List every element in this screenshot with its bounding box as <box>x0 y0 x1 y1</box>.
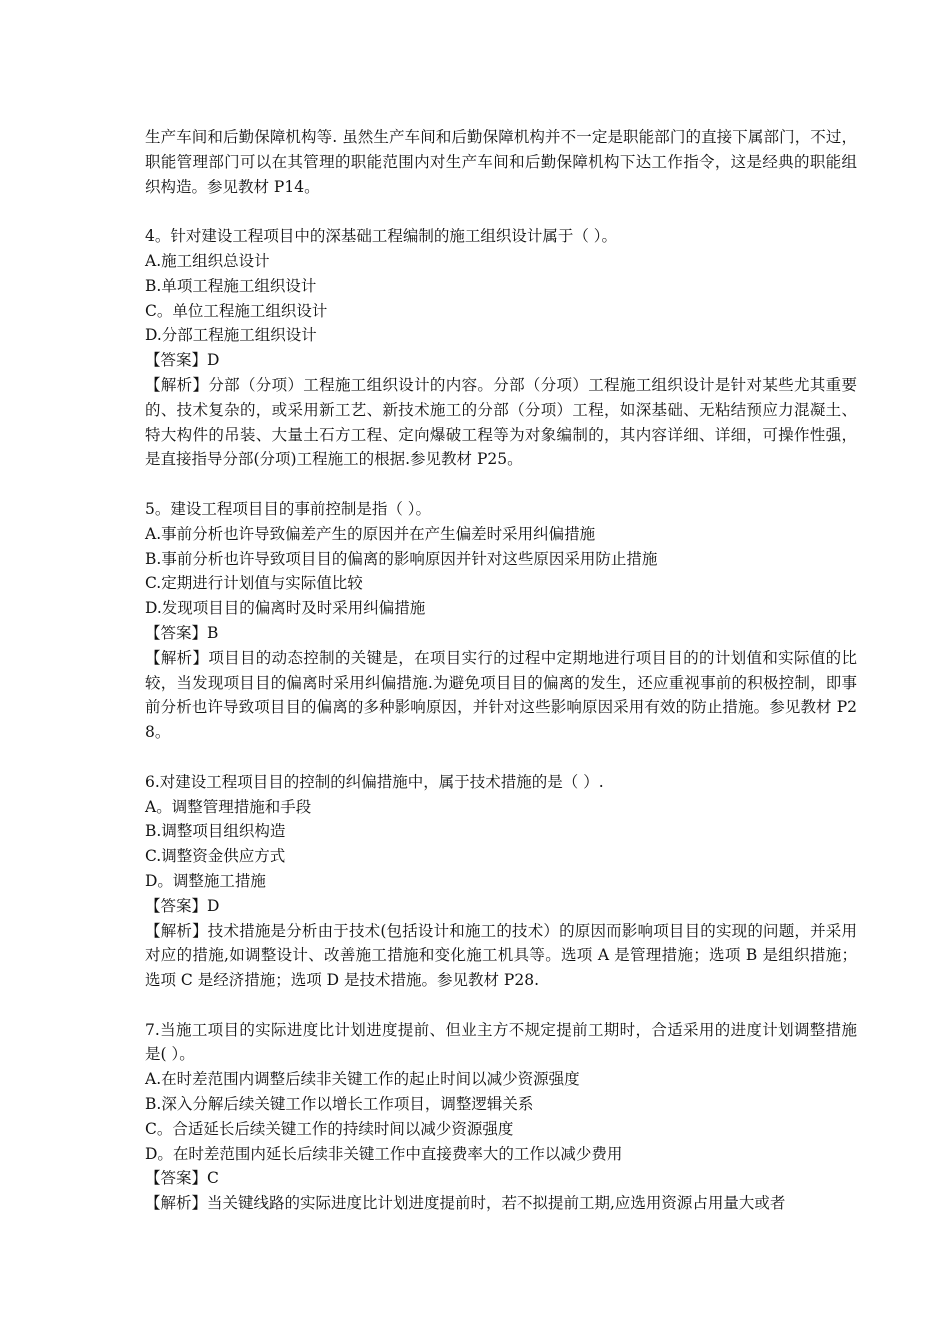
option-b: B.调整项目组织构造 <box>145 822 286 841</box>
answer-line: 【答案】D <box>145 351 220 370</box>
option-a: A.施工组织总设计 <box>145 251 270 270</box>
question-stem: 7.当施工项目的实际进度比计划进度提前、但业主方不规定提前工期时，合适采用的进度计划调整措施是( ）。 <box>145 1020 857 1064</box>
analysis-paragraph: 【解析】分部（分项）工程施工组织设计的内容。分部（分项）工程施工组织设计是针对某些尤其重要的、技术复杂的，或采用新工艺、新技术施工的分部（分项）工程，如深基础、无粘结预应力混凝土、特大构件的吊装、大量土石方工程、定向爆破工程等为对象编制的，其内容详细、详细，可操作性强，是直接指导分部(分项)工程施工的根据.参见教材 P25。 <box>145 375 857 469</box>
option-d: D。在时差范围内延长后续非关键工作中直接费率大的工作以减少费用 <box>145 1144 623 1163</box>
option-d: D。调整施工措施 <box>145 871 266 890</box>
analysis-paragraph: 【解析】当关键线路的实际进度比计划进度提前时，若不拟提前工期,应选用资源占用量大或者 <box>145 1194 786 1213</box>
answer-line: 【答案】B <box>145 623 219 642</box>
question-stem: 6.对建设工程项目目的控制的纠偏措施中，属于技术措施的是（ ）. <box>145 772 604 791</box>
option-c: C.调整资金供应方式 <box>145 847 286 866</box>
question-stem: 4。针对建设工程项目中的深基础工程编制的施工组织设计属于（ ）。 <box>145 227 618 246</box>
option-c: C.定期进行计划值与实际值比较 <box>145 574 363 593</box>
question-block <box>145 1018 857 1216</box>
option-b: B.深入分解后续关键工作以增长工作项目，调整逻辑关系 <box>145 1095 534 1114</box>
analysis-paragraph: 【解析】技术措施是分析由于技术(包括设计和施工的技术）的原因而影响项目目的实现的问题，并采用对应的措施,如调整设计、改善施工措施和变化施工机具等。选项 A 是管理措施；选项 B 是组织措施；选项 C 是经济措施；选项 D 是技术措施。参见教材 P28. <box>145 921 857 990</box>
question-block <box>145 224 857 472</box>
paragraph-gap <box>145 993 857 1018</box>
option-a: A.事前分析也许导致偏差产生的原因并在产生偏差时采用纠偏措施 <box>145 524 596 543</box>
question-block <box>145 497 857 745</box>
question-stem: 5。建设工程项目目的事前控制是指（ ）。 <box>145 499 432 518</box>
option-b: B.单项工程施工组织设计 <box>145 276 317 295</box>
intro-paragraph: 生产车间和后勤保障机构等. 虽然生产车间和后勤保障机构并不一定是职能部门的直接下属部门，不过，职能管理部门可以在其管理的职能范围内对生产车间和后勤保障机构下达工作指令，这是经典的职能组织构造。参见教材 P14。 <box>145 128 857 196</box>
document-body <box>145 125 857 1216</box>
option-d: D.发现项目目的偏离时及时采用纠偏措施 <box>145 599 426 618</box>
option-a: A.在时差范围内调整后续非关键工作的起止时间以减少资源强度 <box>145 1070 580 1089</box>
option-b: B.事前分析也许导致项目目的偏离的影响原因并针对这些原因采用防止措施 <box>145 549 658 568</box>
option-c: C。单位工程施工组织设计 <box>145 301 328 320</box>
answer-line: 【答案】C <box>145 1169 219 1188</box>
paragraph-gap <box>145 199 857 224</box>
option-c: C。合适延长后续关键工作的持续时间以减少资源强度 <box>145 1119 514 1138</box>
analysis-paragraph: 【解析】项目目的动态控制的关键是，在项目实行的过程中定期地进行项目目的的计划值和实际值的比较，当发现项目目的偏离时采用纠偏措施.为避免项目目的偏离的发生，还应重视事前的积极控制，即事前分析也许导致项目目的偏离的多种影响原因，并针对这些影响原因采用有效的防止措施。参见教材 P28。 <box>145 648 857 742</box>
paragraph-gap <box>145 472 857 497</box>
answer-line: 【答案】D <box>145 896 220 915</box>
paragraph-gap <box>145 745 857 770</box>
question-block <box>145 770 857 993</box>
option-d: D.分部工程施工组织设计 <box>145 326 317 345</box>
option-a: A。调整管理措施和手段 <box>145 797 312 816</box>
